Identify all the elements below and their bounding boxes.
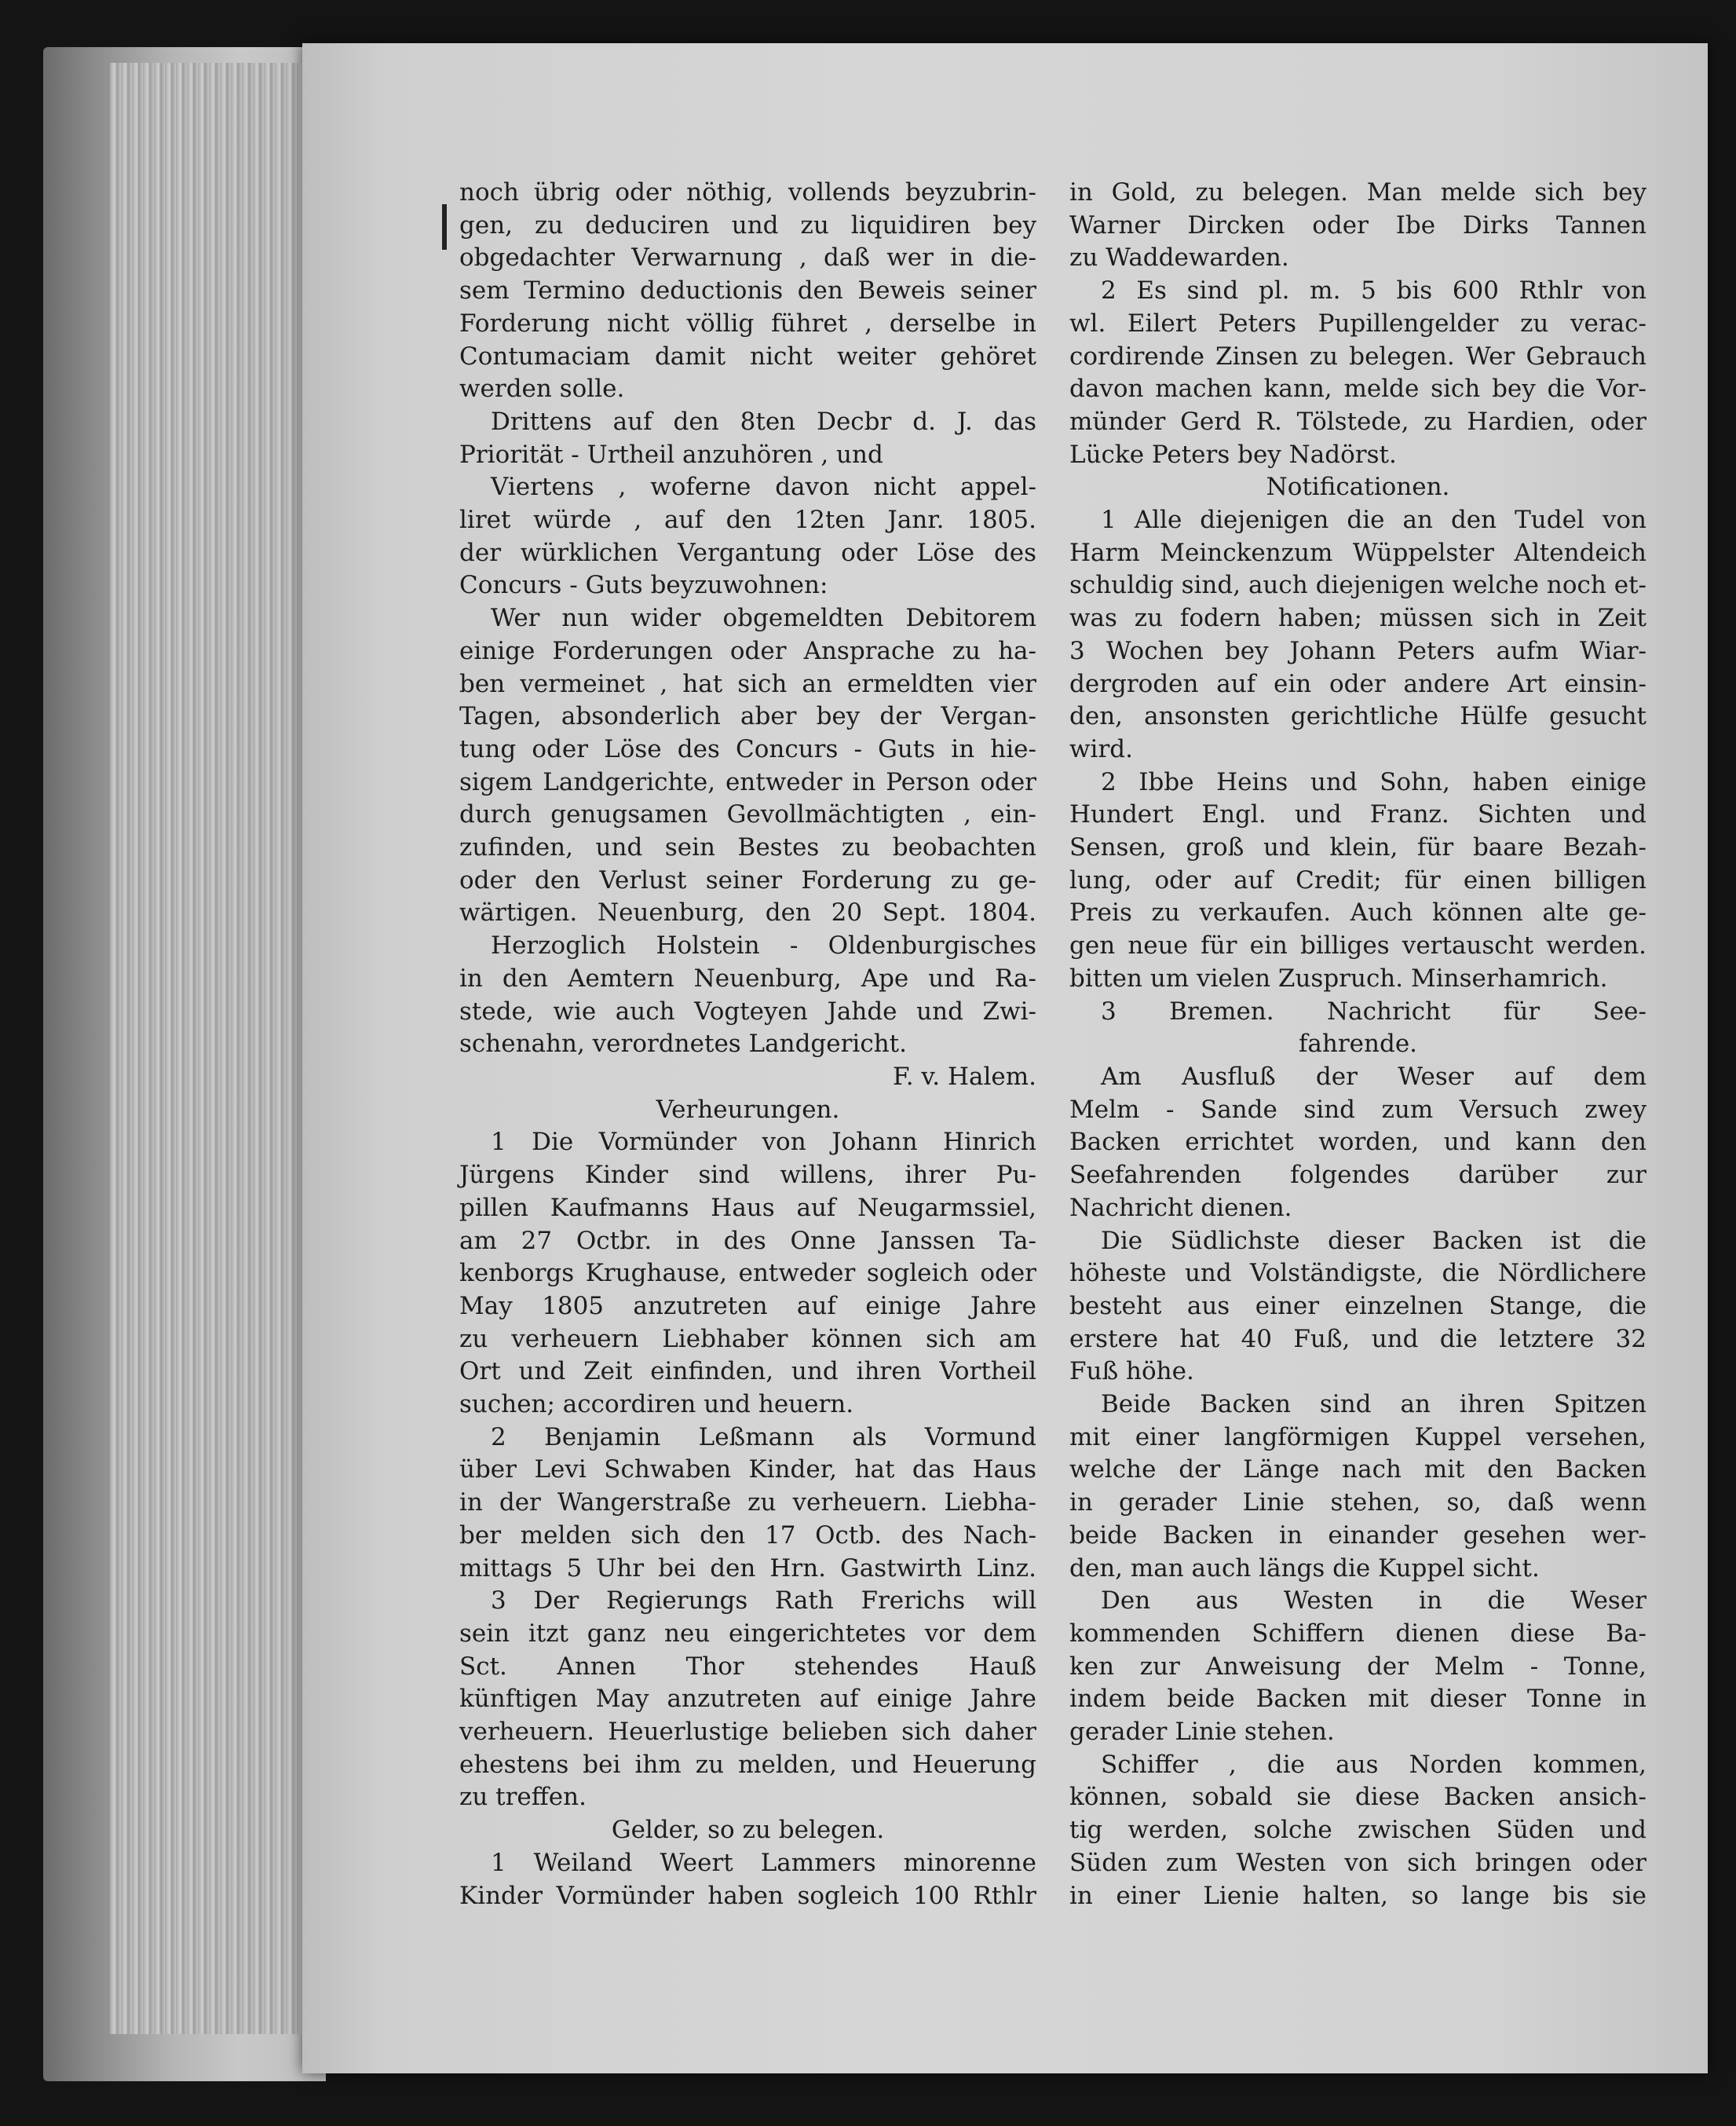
text-line: künftigen May anzutreten auf einige Jahre [459,1685,1036,1714]
text-line: Ort und Zeit einfinden, und ihren Vortheil [459,1357,1036,1386]
text-line: Hundert Engl. und Franz. Sichten und [1069,800,1646,829]
text-line: 2 Ibbe Heins und Sohn, haben einige [1101,767,1646,796]
text-line: der würklichen Vergantung oder Löse des [459,538,1036,567]
text-line: 3 Der Regierungs Rath Frerichs will [491,1586,1036,1616]
left-column [459,177,1036,1912]
text-line: in den Aemtern Neuenburg, Ape und Ra- [459,964,1036,993]
text-line: wärtigen. Neuenburg, den 20 Sept. 1804. [459,898,1036,928]
text-line: Wer nun wider obgemeldten Debitorem [491,604,1036,633]
text-line: zu treffen. [459,1783,587,1812]
text-line: schuldig sind, auch diejenigen welche noch et- [1069,571,1646,600]
text-line: Lücke Peters bey Nadörst. [1069,440,1397,469]
text-line: münder Gerd R. Tölstede, zu Hardien, oder [1069,407,1646,436]
text-line: May 1805 anzutreten auf einige Jahre [459,1291,1036,1320]
text-line: indem beide Backen mit dieser Tonne in [1069,1685,1646,1714]
text-line: in der Wangerstraße zu verheuern. Liebha- [459,1488,1036,1517]
text-line: ber melden sich den 17 Octb. des Nach- [459,1520,1036,1550]
text-line: Beide Backen sind an ihren Spitzen [1101,1390,1646,1419]
text-line: suchen; accordiren und heuern. [459,1390,854,1419]
text-line: 1 Alle diejenigen die an den Tudel von [1101,506,1646,535]
text-line: kenborgs Krughause, entweder sogleich oder [459,1259,1036,1288]
text-line: ehestens bei ihm zu melden, und Heuerung [459,1750,1036,1779]
text-line: ben vermeinet , hat sich an ermeldten vier [459,669,1036,698]
text-line: Tagen, absonderlich aber bey der Vergan- [459,702,1036,731]
text-line: am 27 Octbr. in des Onne Janssen Ta- [459,1226,1036,1255]
text-line: welche der Länge nach mit den Backen [1069,1455,1646,1484]
text-line: F. v. Halem. [893,1062,1036,1091]
text-line: Die Südlichste dieser Backen ist die [1101,1226,1646,1255]
text-line: fahrende. [1298,1030,1418,1059]
text-line: stede, wie auch Vogteyen Jahde und Zwi- [459,997,1036,1026]
text-line: 1 Die Vormünder von Johann Hinrich [491,1128,1036,1157]
text-line: Backen errichtet worden, und kann den [1069,1128,1646,1157]
text-line: zu Waddewarden. [1069,243,1289,273]
text-line: zu verheuern Liebhaber können sich am [459,1324,1036,1353]
text-line: cordirende Zinsen zu belegen. Wer Gebrauch [1069,342,1646,371]
right-column [1069,177,1646,1912]
text-line: ken zur Anweisung der Melm - Tonne, [1069,1652,1646,1681]
text-line: sigem Landgerichte, entweder in Person oder [459,767,1036,796]
text-line: Viertens , woferne davon nicht appel- [491,473,1036,502]
text-line: erstere hat 40 Fuß, und die letztere 32 [1069,1324,1646,1353]
text-line: Notificationen. [1266,473,1450,502]
text-line: liret würde , auf den 12ten Janr. 1805. [459,506,1036,535]
text-line: pillen Kaufmanns Haus auf Neugarmssiel, [459,1193,1036,1222]
text-line: Contumaciam damit nicht weiter gehöret [459,342,1036,371]
text-line: was zu fodern haben; müssen sich in Zeit [1069,604,1646,633]
text-line: Verheurungen. [656,1095,840,1124]
text-line: den, man auch längs die Kuppel sicht. [1069,1553,1540,1583]
text-line: Sct. Annen Thor stehendes Hauß [459,1652,1036,1681]
text-line: bitten um vielen Zuspruch. Minserhamrich. [1069,964,1608,993]
text-line: Nachricht dienen. [1069,1193,1292,1222]
text-line: Harm Meinckenzum Wüppelster Altendeich [1069,538,1646,567]
text-line: in Gold, zu belegen. Man melde sich bey [1069,178,1646,207]
text-line: 2 Es sind pl. m. 5 bis 600 Rthlr von [1101,276,1646,306]
text-line: besteht aus einer einzelnen Stange, die [1069,1291,1646,1320]
text-line: einige Forderungen oder Ansprache zu ha- [459,636,1036,665]
text-line: 3 Bremen. Nachricht für See- [1101,997,1646,1026]
text-line: noch übrig oder nöthig, vollends beyzubrin- [459,178,1036,207]
text-line: Sensen, groß und klein, für baare Bezah- [1069,833,1646,862]
text-line: über Levi Schwaben Kinder, hat das Haus [459,1455,1036,1484]
text-line: kommenden Schiffern dienen diese Ba- [1069,1619,1646,1648]
text-line: Kinder Vormünder haben sogleich 100 Rthlr [459,1881,1036,1910]
text-line: wl. Eilert Peters Pupillengelder zu verac- [1069,309,1646,338]
text-line: Herzoglich Holstein - Oldenburgisches [491,931,1036,961]
text-line: in einer Lienie halten, so lange bis sie [1069,1881,1646,1910]
text-line: verheuern. Heuerlustige belieben sich daher [459,1718,1036,1747]
text-line: 2 Benjamin Leßmann als Vormund [491,1422,1036,1451]
text-line: wird. [1069,734,1133,763]
text-line: gen, zu deduciren und zu liquidiren bey [459,210,1036,240]
text-line: Schiffer , die aus Norden kommen, [1101,1750,1646,1779]
text-line: 3 Wochen bey Johann Peters aufm Wiar- [1069,636,1646,665]
text-line: gen neue für ein billiges vertauscht werden. [1069,931,1646,961]
text-line: tig werden, solche zwischen Süden und [1069,1816,1646,1845]
text-line: Preis zu verkaufen. Auch können alte ge- [1069,898,1646,928]
text-line: zufinden, und sein Bestes zu beobachten [459,833,1036,862]
page-stack [110,63,306,2034]
text-line: Warner Dircken oder Ibe Dirks Tannen [1069,210,1646,240]
text-line: davon machen kann, melde sich bey die Vor- [1069,375,1646,404]
text-line: Concurs - Guts beyzuwohnen: [459,571,828,600]
text-line: mit einer langförmigen Kuppel versehen, [1069,1422,1646,1451]
text-line: sein itzt ganz neu eingerichtetes vor dem [459,1619,1036,1648]
text-line: schenahn, verordnetes Landgericht. [459,1030,907,1059]
text-line: Seefahrenden folgendes darüber zur [1069,1161,1646,1190]
text-line: lung, oder auf Credit; für einen billigen [1069,865,1646,895]
text-line: können, sobald sie diese Backen ansich- [1069,1783,1646,1812]
text-line: Den aus Westen in die Weser [1101,1586,1646,1616]
text-line: Am Ausfluß der Weser auf dem [1101,1062,1646,1091]
text-line: den, ansonsten gerichtliche Hülfe gesucht [1069,702,1646,731]
text-line: beide Backen in einander gesehen wer- [1069,1520,1646,1550]
text-line: gerader Linie stehen. [1069,1718,1335,1747]
text-line: werden solle. [459,375,625,404]
text-line: durch genugsamen Gevollmächtigten , ein- [459,800,1036,829]
text-line: Süden zum Westen von sich bringen oder [1069,1848,1646,1877]
text-line: höheste und Volständigste, die Nördlichere [1069,1259,1646,1288]
text-line: oder den Verlust seiner Forderung zu ge- [459,865,1036,895]
text-line: 1 Weiland Weert Lammers minorenne [491,1848,1036,1877]
text-line: Gelder, so zu belegen. [611,1816,885,1845]
text-line: mittags 5 Uhr bei den Hrn. Gastwirth Linz. [459,1553,1036,1583]
text-line: dergroden auf ein oder andere Art einsin- [1069,669,1646,698]
text-line: sem Termino deductionis den Beweis seiner [459,276,1036,306]
text-line: in gerader Linie stehen, so, daß wenn [1069,1488,1646,1517]
text-line: Jürgens Kinder sind willens, ihrer Pu- [459,1161,1036,1190]
text-line: Fuß höhe. [1069,1357,1194,1386]
text-line: obgedachter Verwarnung , daß wer in die- [459,243,1036,273]
text-line: Drittens auf den 8ten Decbr d. J. das [491,407,1036,436]
text-line: Priorität - Urtheil anzuhören , und [459,440,883,469]
gutter-mark [442,204,447,250]
text-line: tung oder Löse des Concurs - Guts in hie- [459,734,1036,763]
text-line: Melm - Sande sind zum Versuch zwey [1069,1095,1646,1124]
text-line: Forderung nicht völlig führet , derselbe in [459,309,1036,338]
